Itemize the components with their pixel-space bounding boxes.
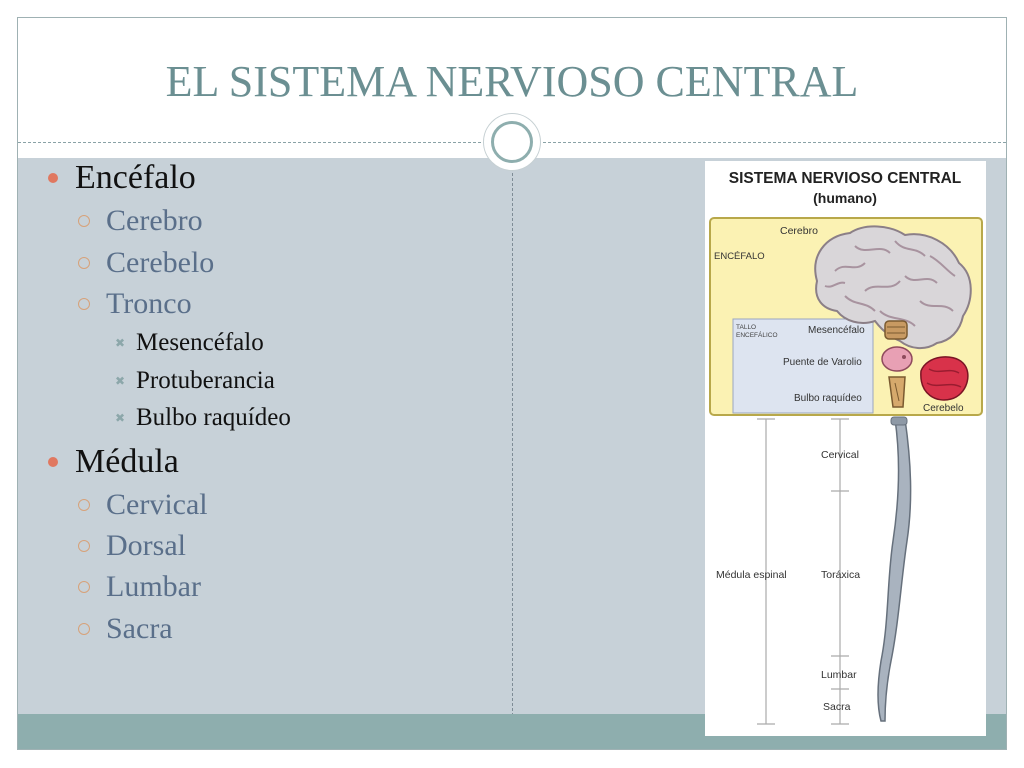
list-item-encefalo <box>48 158 196 198</box>
diagram-subtitle: (humano) <box>813 190 877 206</box>
list-item-label: Sacra <box>106 612 173 645</box>
list-item-cerebelo <box>78 246 214 280</box>
list-item-cerebro <box>78 204 203 238</box>
bullet-dot-icon <box>48 173 58 183</box>
list-item-label: Cervical <box>106 488 208 521</box>
list-item-lumbar <box>78 570 201 604</box>
bullet-ring-icon <box>78 581 90 593</box>
list-item-label: Médula <box>75 443 179 480</box>
diagram-title: SISTEMA NERVIOSO CENTRAL <box>728 170 962 187</box>
label-cerebro: Cerebro <box>780 225 818 237</box>
list-item-label: Encéfalo <box>75 159 196 196</box>
column-divider <box>512 158 513 716</box>
bullet-star-icon: ✖ <box>114 411 126 425</box>
list-item-label: Cerebro <box>106 204 203 237</box>
divider-circle-ornament <box>484 114 540 170</box>
bullet-star-icon: ✖ <box>114 374 126 388</box>
label-cerebelo: Cerebelo <box>923 403 964 414</box>
list-item-protuberancia <box>114 366 275 396</box>
list-item-medula <box>48 442 179 482</box>
list-item-label: Protuberancia <box>136 367 275 394</box>
label-medula-espinal: Médula espinal <box>716 569 787 581</box>
cerebelo-icon <box>921 357 968 400</box>
list-item-sacra <box>78 612 173 646</box>
list-item-dorsal <box>78 529 186 563</box>
list-item-label: Tronco <box>106 287 192 320</box>
spinal-cord-icon <box>878 417 911 721</box>
list-item-label: Cerebelo <box>106 246 215 279</box>
list-item-cervical <box>78 488 208 522</box>
bullet-ring-icon <box>78 257 90 269</box>
bullet-ring-icon <box>78 215 90 227</box>
list-item-bulbo <box>114 403 291 433</box>
label-mesencefalo: Mesencéfalo <box>808 325 865 336</box>
nervous-system-diagram <box>705 161 986 736</box>
puente-icon <box>882 347 912 371</box>
bullet-dot-icon <box>48 457 58 467</box>
mesencefalo-icon <box>885 321 907 339</box>
list-item-label: Mesencéfalo <box>136 329 264 356</box>
slide <box>17 17 1007 750</box>
label-tallo-1: TALLO <box>736 324 757 331</box>
label-cervical: Cervical <box>821 449 859 461</box>
label-lumbar: Lumbar <box>821 669 857 681</box>
label-sacra: Sacra <box>823 701 851 713</box>
list-item-label: Lumbar <box>106 570 201 603</box>
bullet-ring-icon <box>78 499 90 511</box>
bullet-star-icon: ✖ <box>114 336 126 350</box>
label-bulbo: Bulbo raquídeo <box>794 393 862 404</box>
bullet-ring-icon <box>78 298 90 310</box>
bullet-ring-icon <box>78 540 90 552</box>
list-item-label: Dorsal <box>106 529 186 562</box>
label-tallo-2: ENCEFÁLICO <box>736 332 778 339</box>
label-encefalo: ENCÉFALO <box>714 251 765 262</box>
list-item-label: Bulbo raquídeo <box>136 404 291 431</box>
label-toraxica: Toráxica <box>821 569 861 581</box>
list-item-mesencefalo <box>114 328 264 358</box>
slide-title: EL SISTEMA NERVIOSO CENTRAL <box>165 57 859 106</box>
label-puente: Puente de Varolio <box>783 357 862 368</box>
bullet-ring-icon <box>78 623 90 635</box>
list-item-tronco <box>78 287 192 321</box>
